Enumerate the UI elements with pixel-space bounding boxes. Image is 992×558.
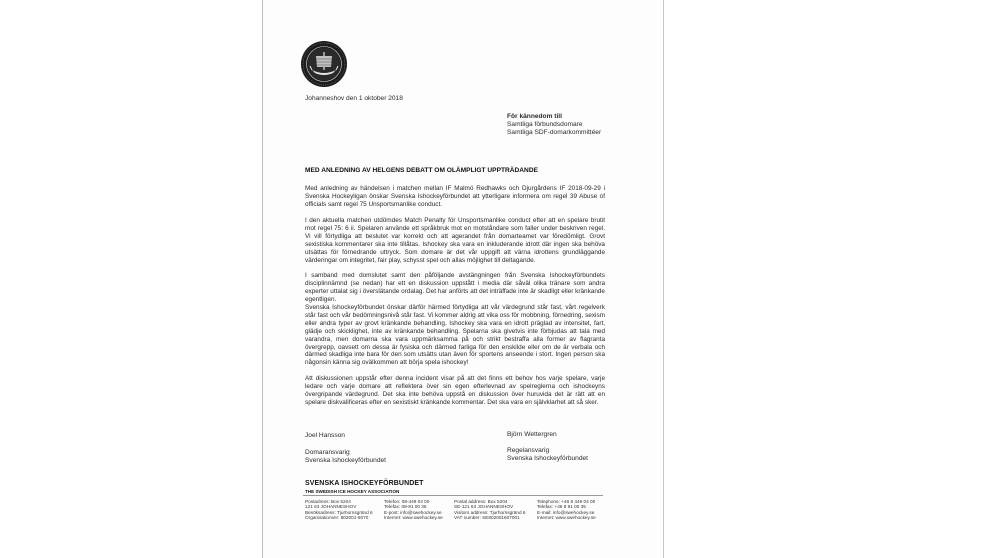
footer-line: SE-121 63 JOHANNESHOV [454,504,514,510]
signature-org-2: Svenska Ishockeyförbundet [507,455,589,462]
footer-line: VAT number: SE802001607001 [454,515,520,521]
signature-role-1: Domaransvarig [305,449,350,456]
footer-col-3 [454,499,525,521]
paragraph-5: Att diskussionen uppstår efter denna incident visar på att det finns ett behov hos varje spelare, varje ledare och varje domare att reflektera över sin egen efterlevnad av spelreglerna och ishockeyns övergripande värdegrund. Det ska inte behöva uppstå en diskussion över huruvida det är rätt att en spelare diskvalificeras efter en sexistiskt kränkande kommentar. Det ska vara en självklarhet att så sker. [305,375,605,406]
footer-line: Telephone: +46 8 449 04 00 [537,499,596,504]
footer-line: Telefax: +46 8 91 00 35 [537,504,586,510]
footer-line: Postadress: Box 5204 [305,499,351,504]
footer-org-sub: THE SWEDISH ICE HOCKEY ASSOCIATION [305,489,400,494]
footer-col-2 [384,499,443,521]
signature-role-2: Regelansvarig [507,447,550,454]
signature-name-1: Joel Hansson [305,432,345,439]
footer-line: Internet: www.swehockey.se [537,515,596,521]
ship-emblem-icon [300,40,348,88]
signature-org-1: Svenska Ishockeyförbundet [305,457,387,464]
footer-col-4 [537,499,596,521]
footer-line: Visitors address: Tjurhornsgränd 6 [454,509,526,515]
footer-line: 121 63 JOHANNESHOV [305,504,357,510]
recipient-line: Samtliga SDF-domarkommittéer [507,129,602,136]
footer-line: Organisationsnr: 802001-6070 [305,515,369,521]
signature-name-2: Björn Wettergren [507,431,557,438]
page-edge-right [663,0,664,558]
letter-subject: MED ANLEDNING AV HELGENS DEBATT OM OLÄMPLIGT UPPTRÄDANDE [305,167,538,174]
paragraph-2: I den aktuella matchen utdömdes Match Penalty för Unsportsmanlike conduct efter att en spelare brutit mot regel 75: 6 ii. Spelaren använde ett språkbruk mot en motståndare som faller under beskriven regel. Vi vill förtydliga att beslutet var korrekt och att agerandet från domarteamet var föredömligt. Grovt sexistiska kommentarer ska inte tillåtas. Ishockey ska vara en inkluderande idrott där ingen ska behöva utsättas för förnedrande uttryck. Som domare är det vår uppgift att värna idrottens grundläggande värderingar om integritet, fair play, schysst spel och allas möjlighet till deltagande. [305,217,605,264]
footer-divider [303,495,603,496]
footer-line: Internet: www.swehockey.se [384,515,443,521]
recipient-line: Samtliga förbundsdomare [507,121,583,128]
paragraph-1: Med anledning av händelsen i matchen mellan IF Malmö Redhawks och Djurgårdens IF 2018-09-29 i Svenska Hockeyligan önskar Svenska Ishockeyförbundet att ytterligare informera om regel 39 Abuse of officials samt regel 75 Unsportsmanlike conduct. [305,185,605,208]
paragraph-4: Svenska Ishockeyförbundet önskar därför härmed förtydliga att vår värdegrund står fast, vårt regelverk står fast och vår bedömningsnivå står fast. Vi kommer aldrig att vika oss för mobbning, förnedring, sexism eller andra typer av grovt kränkande behandling. Ishockey ska vara en idrott präglad av intensitet, fart, glädje och skicklighet, inte av kränkande behandling. Spelarna ska givetvis inte förbjudas att tala med varandra, men domarna ska vara uppmärksamma på och strikt bestraffa alla former av flagranta övergrepp, oavsett om dessa är fysiska och därmed farliga för den enskilde eller om de är verbala och därmed skadliga inte bara för den som utsätts utan även för sportens anseende i stort. Ingen person ska någonsin känna sig ovälkommen att börja spela ishockey! [305,304,605,367]
footer-col-1 [305,499,373,521]
footer-line: E-post: info@swehockey.se [384,509,442,515]
footer-line: Telefax: 08-91 00 35 [384,504,427,510]
recipient-heading: För kännedom till [507,113,562,120]
footer-line: Besöksadress: Tjurhornsgränd 6 [305,509,373,515]
paragraph-3: I samband med domslutet samt den påföljande avstängningen från Svenska Ishockeyförbundets disciplinnämnd (se nedan) har ett en diskussion uppstått i media där såväl olika tränare som andra experter uttalat sig i överslätande ordalag. Det har anförts att det inträffade inte är skadligt eller kränkande egentligen. [305,272,605,303]
place-date: Johanneshov den 1 oktober 2018 [305,95,403,102]
footer-line: Postal address: Box 5204 [454,499,508,504]
footer-line: Telefon: 08-449 04 00 [384,499,430,504]
footer-org-name: SVENSKA ISHOCKEYFÖRBUNDET [305,480,424,487]
footer-line: E-mail: info@swehockey.se [537,509,595,515]
page-edge-left [262,0,263,558]
